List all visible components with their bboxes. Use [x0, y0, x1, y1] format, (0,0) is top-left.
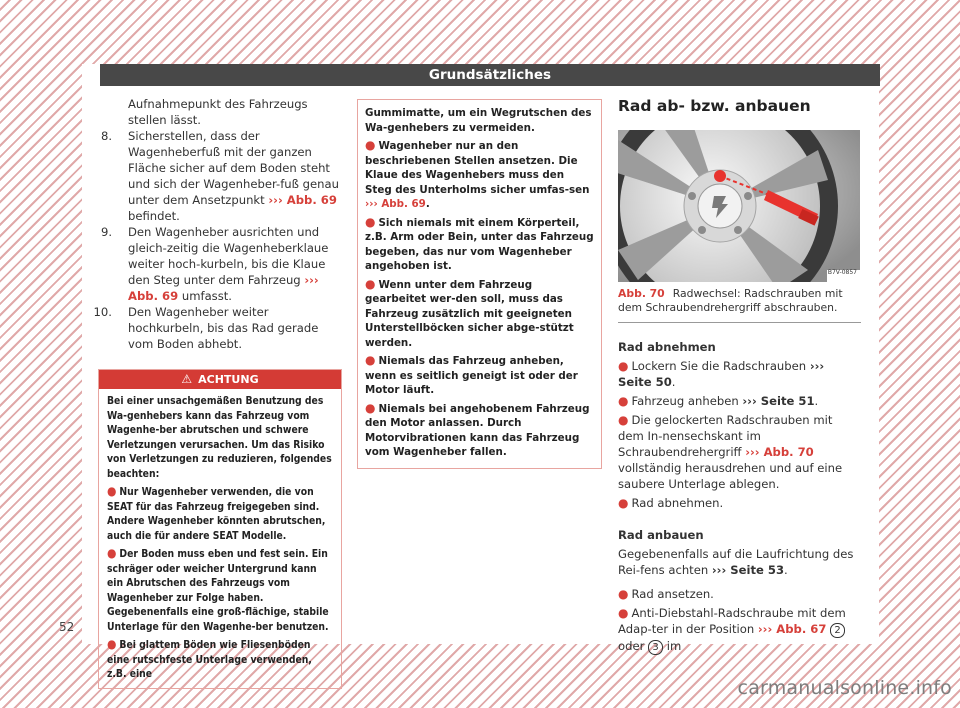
bullet-icon: ●: [618, 394, 629, 408]
page-number: 52: [59, 620, 75, 634]
figure-label: Abb. 70: [618, 287, 665, 300]
column-3: [618, 96, 861, 655]
bullet-icon: ●: [365, 400, 376, 415]
figure-caption: Abb. 70 Radwechsel: Radschrauben mit dem Schraubendrehergriff abschrauben.: [618, 282, 861, 323]
list-item: ● Rad ansetzen.: [618, 587, 714, 601]
subheading-remove: Rad abnehmen: [618, 340, 716, 354]
list-item: ● Die gelockerten Radschrauben mit dem In-nensechskant im Schraubendrehergriff ››› Abb. 70 vollständig herausdrehen und auf eine saubere Unterlage ablegen.: [618, 413, 843, 491]
bullet-icon: ●: [618, 587, 629, 601]
bullet-icon: ●: [618, 359, 629, 373]
warning-bullet: ● Bei glattem Böden wie Fliesenböden eine rutschfeste Unterlage verwenden, z.B. eine: [107, 637, 312, 680]
warning-header: ⚠ ACHTUNG: [99, 370, 341, 389]
warning-bullet: ● Der Boden muss eben und fest sein. Ein schräger oder weicher Untergrund kann ein Abrutschen des Fahrzeugs vom Wagenheber zur Folge haben. Gegebenenfalls eine groß-flächige, stabile Unterlage für den Wagenhe-ber benutzen.: [107, 546, 329, 633]
page-link[interactable]: ››› Seite 50: [618, 359, 825, 389]
step-8: 8. Sicherstellen, dass der Wagenheberfuß mit der ganzen Fläche sicher auf dem Boden steht und sich der Wagenheber-fuß genau unter dem Ansetzpunkt ››› Abb. 69 befindet.: [90, 128, 342, 224]
bullet-icon: ●: [618, 496, 629, 510]
warning-triangle-icon: ⚠: [181, 372, 193, 386]
figure-link[interactable]: ››› Abb. 70: [745, 445, 814, 459]
wheel-figure: [618, 130, 860, 282]
callout-badge: 2: [830, 623, 845, 638]
warning-bullet: ● Niemals das Fahrzeug anheben, wenn es seitlich geneigt ist oder der Motor läuft.: [365, 353, 578, 396]
step-intro: Aufnahmepunkt des Fahrzeugs stellen lässt.: [128, 97, 308, 127]
page-link[interactable]: ››› Seite 51: [742, 394, 815, 408]
warning-bullet: ● Niemals bei angehobenem Fahrzeug den Motor anlassen. Durch Motorvibrationen kann das Fahrzeug vom Wagenheber fallen.: [365, 400, 590, 458]
figure-link[interactable]: ››› Abb. 69: [268, 193, 337, 207]
step-number: 10.: [93, 305, 112, 319]
bullet-icon: ●: [107, 546, 117, 560]
warning-bullet: ● Nur Wagenheber verwenden, die von SEAT für das Fahrzeug freigegeben sind. Andere Wagenheber könnten abrutschen, auch die für andere SEAT Modelle.: [107, 484, 326, 542]
bullet-icon: ●: [107, 637, 117, 651]
callout-badge: 3: [648, 640, 663, 655]
bullet-icon: ●: [618, 413, 629, 427]
warning-bullet: ● Wenn unter dem Fahrzeug gearbeitet wer-den soll, muss das Fahrzeug zusätzlich mit geeigneten Unterstellböcken sicher abge-stützt werden.: [365, 276, 574, 349]
bullet-icon: ●: [107, 484, 117, 498]
bullet-icon: ●: [365, 214, 376, 229]
figure-link[interactable]: ››› Abb. 69: [128, 273, 319, 303]
list-item: ● Fahrzeug anheben ››› Seite 51.: [618, 394, 819, 408]
list-item: ● Lockern Sie die Radschrauben ››› Seite 50.: [618, 359, 825, 389]
column-2: [357, 99, 602, 469]
section-title: Rad ab- bzw. anbauen: [618, 97, 811, 115]
step-number: 8.: [100, 129, 112, 143]
bullet-icon: ●: [365, 138, 376, 152]
list-item: ● Rad abnehmen.: [618, 496, 724, 510]
page-link[interactable]: ››› Seite 53: [711, 563, 785, 577]
warning-intro: Bei einer unsachgemäßen Benutzung des Wa-genhebers kann das Fahrzeug vom Wagenhe-ber abrutschen und schwere Verletzungen verursachen. Um das Risiko von Verletzungen zu reduzieren, folgendes beachten:: [107, 395, 332, 480]
wheel-illustration: [618, 130, 860, 282]
step-9: 9. Den Wagenheber ausrichten und gleich-zeitig die Wagenheberklaue weiter hoch-kurbeln, bis die Klaue den Steg unter dem Fahrzeug ››› Abb. 69 umfasst.: [90, 224, 342, 304]
bullet-icon: ●: [365, 276, 376, 291]
figure-link[interactable]: ››› Abb. 69: [365, 198, 426, 210]
section-header: Grundsätzliches: [100, 64, 880, 86]
figure-link[interactable]: ››› Abb. 67: [757, 622, 827, 636]
warning-body: [99, 389, 341, 688]
warning-box: [98, 369, 342, 689]
watermark: carmanualsonline.info: [737, 677, 952, 699]
bullet-icon: ●: [618, 606, 629, 620]
step-10: 10. Den Wagenheber weiter hochkurbeln, bis das Rad gerade vom Boden abhebt.: [90, 304, 342, 352]
subheading-attach: Rad anbauen: [618, 528, 704, 542]
column-1: [90, 96, 342, 689]
list-item: ● Anti-Diebstahl-Radschraube mit dem Adap-ter in der Position ››› Abb. 67 2 oder 3 im: [618, 606, 846, 653]
warning-bullet: ● Sich niemals mit einem Körperteil, z.B. Arm oder Bein, unter das Fahrzeug begeben, das nur vom Wagenheber angehoben ist.: [365, 214, 594, 272]
warning-bullet: ● Wagenheber nur an den beschriebenen Stellen ansetzen. Die Klaue des Wagenhebers muss den Steg des Unterholms sicher umfas-sen ››› Abb. 69.: [365, 138, 590, 210]
warning-continuation-box: Gummimatte, um ein Wegrutschen des Wa-genhebers zu vermeiden. ● Wagenheber nur an den beschriebenen Stellen ansetzen. Die Klaue des Wagenhebers muss den Steg des Unterholms sicher umfas-sen ››› Abb. 69. ● Sich niemals mit einem Körperteil, z.B. Arm oder Bein, unter das Fahrzeug begeben, das nur vom Wagenheber angehoben ist. ● Wenn unter dem Fahrzeug gearbeitet wer-den soll, muss das Fahrzeug zusätzlich mit geeigneten Unterstellböcken sicher abge-stützt werden. ● Niemals das Fahrzeug anheben, wenn es seitlich geneigt ist oder der Motor läuft. ● Niemals bei angehobenem Fahrzeug den Motor anlassen. Durch Motorvibrationen kann das Fahrzeug vom Wagenheber fallen.: [357, 99, 602, 469]
paragraph: Gegebenenfalls auf die Laufrichtung des Rei-fens achten ››› Seite 53.: [618, 547, 854, 577]
step-number: 9.: [100, 225, 112, 239]
bullet-icon: ●: [365, 353, 376, 367]
figure-code: B7V-0857: [827, 269, 857, 276]
